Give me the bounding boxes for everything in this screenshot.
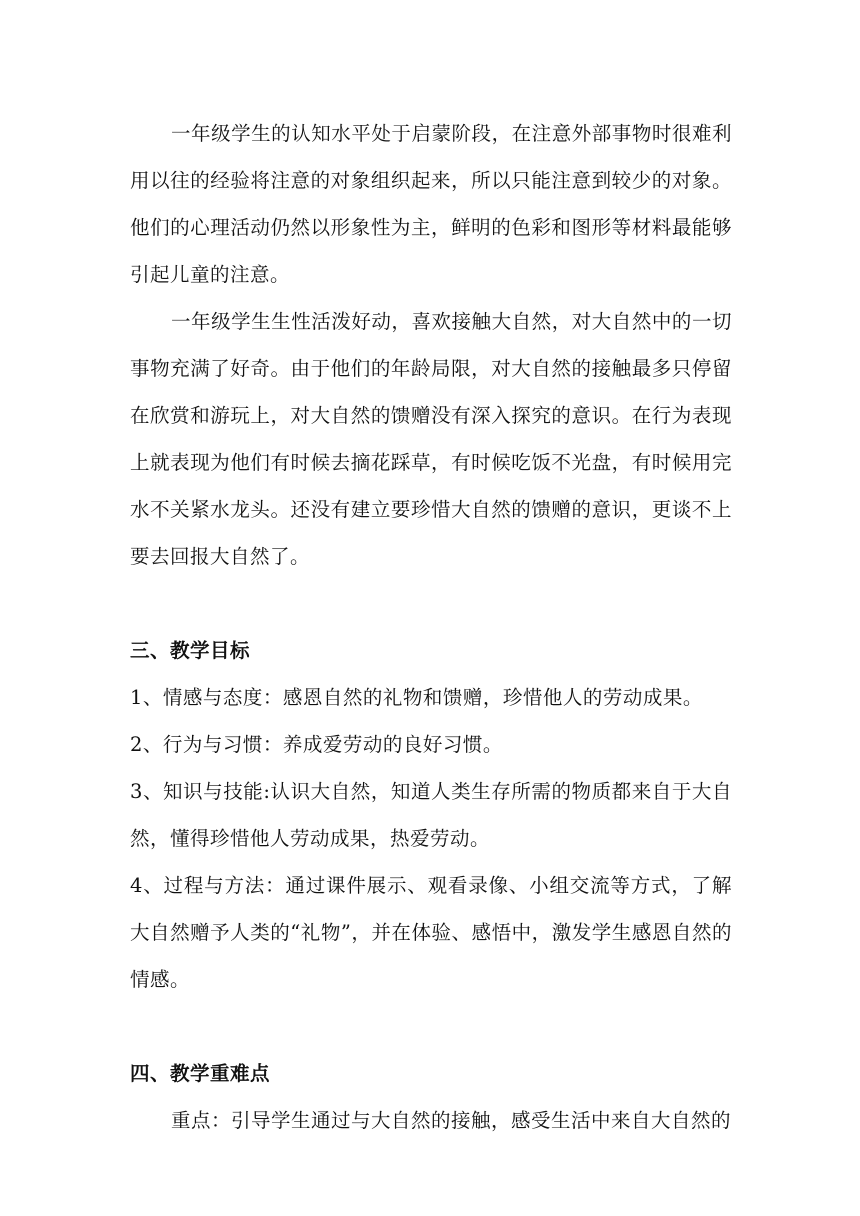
goal-item-behavior: 2、行为与习惯：养成爱劳动的良好习惯。 bbox=[130, 733, 503, 756]
spacer bbox=[130, 1003, 732, 1050]
spacer bbox=[130, 580, 732, 627]
section-heading-teaching-goals: 三、教学目标 bbox=[130, 639, 251, 662]
goal-item-process: 4、过程与方法：通过课件展示、观看录像、小组交流等方式，了解大自然赠予人类的“礼物”，并在体验、感悟中，激发学生感恩自然的情感。 bbox=[130, 874, 732, 991]
document-body bbox=[130, 110, 732, 1144]
goal-item-emotion: 1、情感与态度：感恩自然的礼物和馈赠，珍惜他人的劳动成果。 bbox=[130, 686, 703, 709]
intro-paragraph-nature: 一年级学生生性活泼好动，喜欢接触大自然，对大自然中的一切事物充满了好奇。由于他们的年龄局限，对大自然的接触最多只停留在欣赏和游玩上，对大自然的馈赠没有深入探究的意识。在行为表现上就表现为他们有时候去摘花踩草，有时候吃饭不光盘，有时候用完水不关紧水龙头。还没有建立要珍惜大自然的馈赠的意识，更谈不上要去回报大自然了。 bbox=[130, 310, 732, 568]
intro-paragraph-cognition: 一年级学生的认知水平处于启蒙阶段，在注意外部事物时很难利用以往的经验将注意的对象组织起来，所以只能注意到较少的对象。他们的心理活动仍然以形象性为主，鲜明的色彩和图形等材料最能够引起儿童的注意。 bbox=[130, 122, 732, 286]
section-heading-key-points: 四、教学重难点 bbox=[130, 1062, 271, 1085]
key-point-paragraph: 重点：引导学生通过与大自然的接触，感受生活中来自大自然的 bbox=[171, 1109, 732, 1132]
goal-item-knowledge: 3、知识与技能:认识大自然，知道人类生存所需的物质都来自于大自然，懂得珍惜他人劳动成果，热爱劳动。 bbox=[130, 780, 732, 850]
